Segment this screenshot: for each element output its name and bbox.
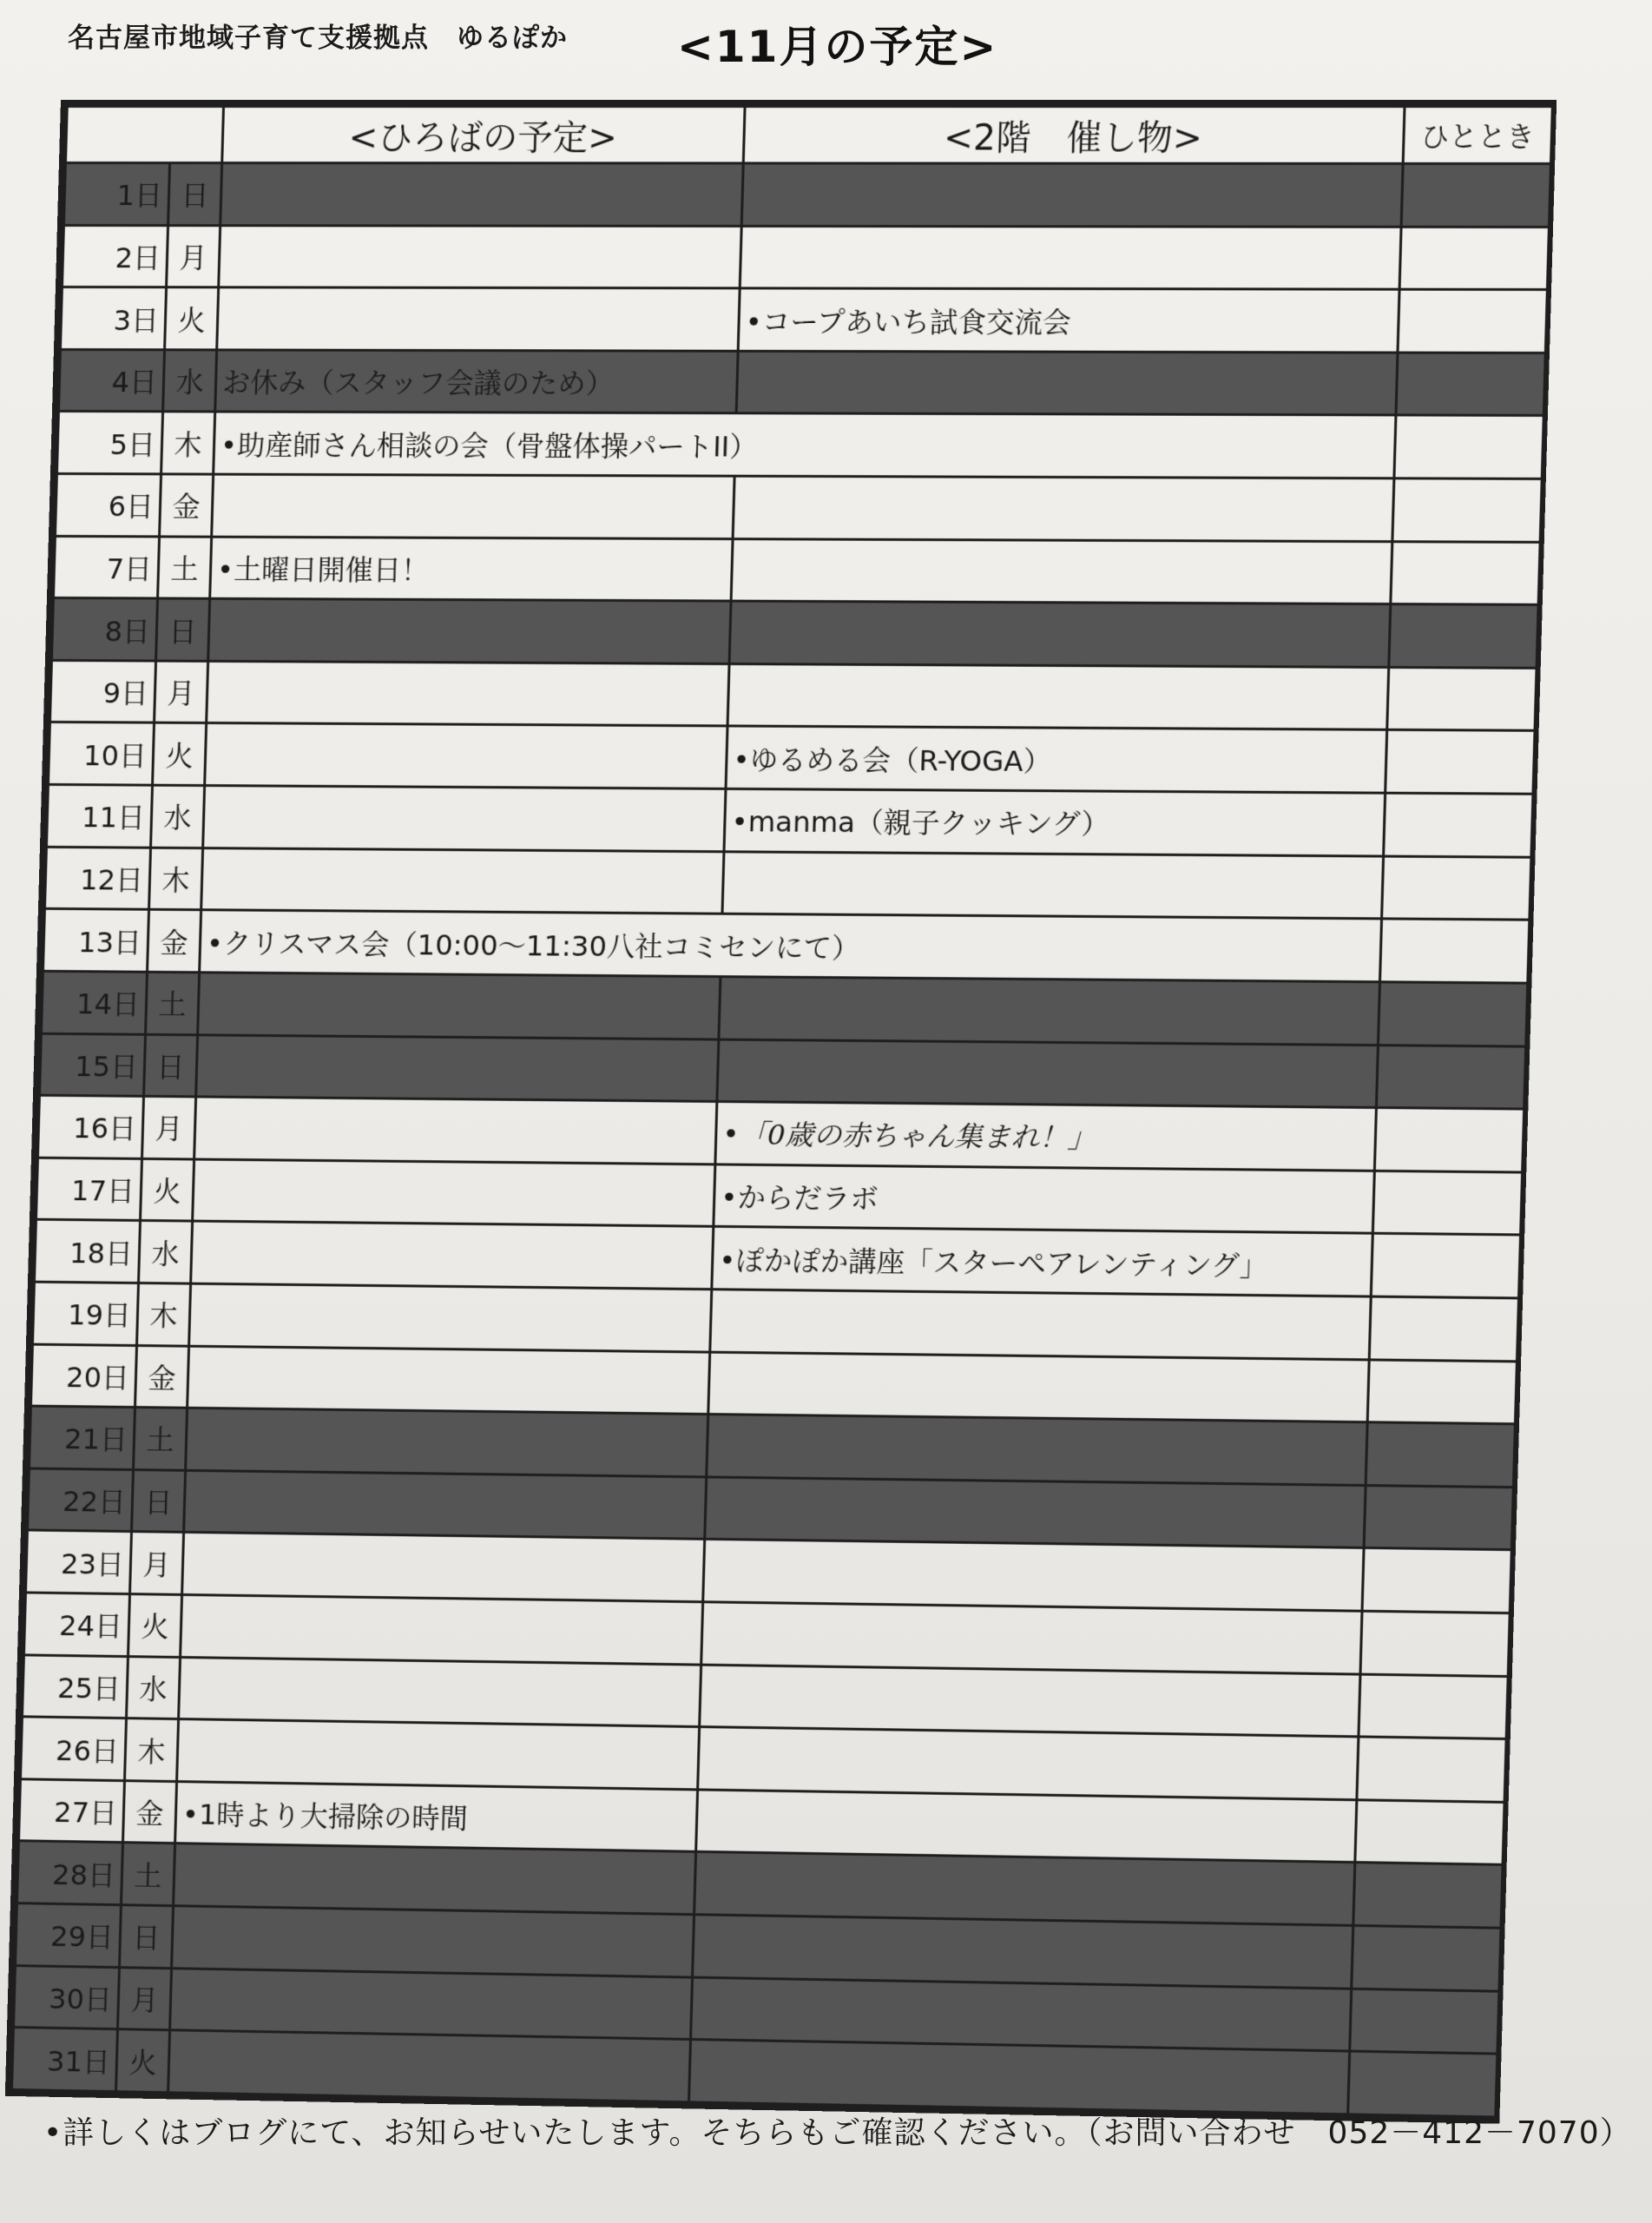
hitotoki-cell [1374,1108,1524,1172]
day-of-week: 水 [126,1656,180,1719]
hiroba-event [220,163,744,226]
hiroba-event [186,1408,708,1476]
table-row [63,163,1550,228]
hiroba-event: •土曜日開催日！ [210,537,733,601]
floor2-event [688,2040,1349,2114]
floor2-event [700,1665,1360,1737]
hitotoki-cell [1380,919,1530,983]
day-of-week: 火 [128,1594,182,1657]
day-of-week: 金 [135,1345,189,1408]
day-number: 23日 [25,1530,131,1593]
footer-note: •詳しくはブログにて、お知らせいたします。そちらもご確認ください。（お問い合わせ 052－412－7070） [43,2115,1632,2151]
floor2-event [710,1290,1371,1360]
day-number: 10日 [48,722,154,785]
day-number: 28日 [17,1841,123,1905]
day-number: 20日 [30,1344,136,1408]
floor2-event: •からだラボ [714,1164,1375,1234]
table-row [49,660,1537,730]
day-number: 15日 [39,1033,145,1097]
hiroba-event [219,225,742,288]
day-number: 1日 [63,163,169,226]
day-number: 7日 [53,536,159,598]
hitotoki-cell [1382,856,1531,920]
hitotoki-cell [1387,667,1537,730]
day-of-week: 日 [156,598,210,661]
day-of-week: 水 [139,1221,193,1283]
floor2-event [740,226,1401,289]
hiroba-event [184,1470,707,1540]
table-row [55,474,1542,543]
day-number: 18日 [34,1220,140,1283]
day-of-week: 木 [161,412,215,474]
day-of-week: 月 [117,1967,171,2030]
floor2-event [691,1977,1352,2052]
day-number: 4日 [58,349,164,412]
hitotoki-cell [1352,1925,1501,1990]
hiroba-event: お休み（スタッフ会議のため） [215,350,738,413]
hiroba-event [205,723,727,789]
table-row [44,847,1530,920]
day-of-week: 日 [119,1905,173,1969]
hitotoki-cell [1359,1674,1508,1739]
day-number: 17日 [36,1158,142,1221]
hiroba-event [196,1034,719,1101]
day-of-week: 土 [134,1408,188,1470]
floor2-event [736,351,1398,415]
day-of-week: 水 [151,785,205,848]
header-hitotoki: ひととき [1403,107,1552,164]
day-of-week: 火 [153,723,207,786]
day-of-week: 日 [132,1469,186,1532]
header-hiroba: <ひろばの予定> [222,107,745,163]
hitotoki-cell [1348,2051,1497,2117]
table-row [51,598,1538,668]
day-number: 25日 [22,1655,128,1718]
day-of-week: 金 [122,1780,176,1844]
header-row [65,107,1552,164]
floor2-event [705,1477,1366,1548]
table-row [43,909,1529,983]
day-number: 2日 [62,225,168,287]
day-number: 14日 [41,971,147,1034]
day-number: 29日 [16,1903,122,1968]
hitotoki-cell [1360,1611,1510,1676]
hiroba-event [189,1283,712,1352]
day-number: 9日 [49,660,155,722]
floor2-event: •ゆるめる会（R-YOGA） [726,726,1387,793]
floor2-event: •manma（親子クッキング） [724,788,1385,855]
floor2-event [727,663,1389,729]
hiroba-event [203,786,726,852]
floor2-event [733,476,1394,541]
schedule-table-frame [5,100,1557,2124]
floor2-event [708,1352,1369,1422]
hiroba-event [208,599,731,664]
day-number: 12日 [44,847,150,909]
hiroba-event [170,1968,693,2039]
day-number: 22日 [27,1468,133,1532]
table-row [48,722,1535,794]
day-number: 31日 [12,2028,118,2092]
day-of-week: 金 [160,474,214,537]
day-of-week: 日 [168,163,222,226]
day-of-week: 月 [130,1532,184,1594]
hitotoki-cell [1391,541,1540,604]
floor2-event [701,1602,1362,1674]
hiroba-event [181,1594,703,1664]
hitotoki-cell [1364,1485,1513,1550]
day-number: 19日 [32,1282,138,1345]
day-number: 30日 [14,1965,120,2029]
floor2-event [719,977,1380,1046]
floor2-event [741,163,1403,227]
day-of-week: 土 [121,1843,174,1906]
day-number: 16日 [37,1095,143,1158]
hitotoki-cell [1384,793,1533,857]
hiroba-event [174,1844,696,1915]
hiroba-event: •1時より大掃除の時間 [175,1781,698,1851]
hitotoki-cell [1378,982,1527,1046]
hitotoki-cell [1362,1548,1511,1613]
floor2-event [698,1727,1359,1800]
table-row [58,349,1545,416]
hitotoki-cell [1371,1234,1520,1298]
floor2-event: •ぽかぽか講座「スターペアレンティング」 [712,1227,1373,1296]
header-date-cell [65,107,223,163]
floor2-event [729,601,1391,667]
day-of-week: 木 [149,848,203,910]
hitotoki-cell [1396,353,1545,416]
floor2-event: •「0歳の赤ちゃん集まれ！」 [715,1102,1377,1171]
hitotoki-cell [1394,415,1543,478]
hiroba-event [179,1657,701,1727]
header-kaisai: <2階 催し物> [743,107,1405,164]
day-of-week: 日 [144,1034,198,1097]
page-title: <11月の予定> [677,22,998,72]
hitotoki-cell [1401,163,1550,227]
hiroba-event [188,1346,710,1415]
table-row [56,412,1543,479]
table-row [53,536,1540,605]
hiroba-event [168,2030,691,2102]
hiroba-event [172,1906,694,1977]
day-of-week: 火 [165,287,219,350]
day-of-week: 土 [146,972,200,1034]
schedule-body [12,163,1551,2118]
schedule-table [10,105,1554,2119]
hiroba-event [198,973,721,1039]
table-row [60,287,1547,353]
day-number: 26日 [20,1717,126,1780]
hitotoki-cell [1366,1422,1515,1487]
floor2-event: •コープあいち試食交流会 [738,288,1399,353]
hitotoki-cell [1355,1800,1504,1865]
hitotoki-cell [1389,604,1538,668]
day-number: 21日 [29,1406,135,1469]
day-of-week: 木 [137,1283,191,1345]
spanning-event: •クリスマス会（10:00〜11:30八社コミセンにて） [200,910,1382,982]
day-number: 3日 [60,287,166,350]
day-number: 11日 [46,785,152,848]
organization-name: 名古屋市地域子育て支援拠点 ゆるぽか [68,23,568,54]
hitotoki-cell [1372,1171,1522,1235]
table-row [62,225,1549,290]
hitotoki-cell [1353,1863,1503,1928]
hitotoki-cell [1376,1045,1525,1109]
day-of-week: 水 [163,350,217,412]
hitotoki-cell [1398,289,1547,353]
floor2-event [696,1790,1357,1863]
floor2-event [707,1415,1367,1486]
floor2-event [722,851,1384,919]
hitotoki-cell [1392,478,1542,542]
day-of-week: 月 [167,225,220,287]
hiroba-event [177,1719,700,1790]
floor2-event [694,1852,1355,1926]
hiroba-event [182,1533,705,1602]
day-number: 5日 [56,412,162,474]
hitotoki-cell [1350,1989,1499,2054]
hiroba-event [212,474,734,538]
table-row [46,785,1532,857]
hiroba-event [191,1221,714,1289]
hiroba-event [193,1159,715,1227]
spanning-event: •助産師さん相談の会（骨盤体操パートII） [214,412,1396,478]
hiroba-event [201,848,724,914]
floor2-event [717,1039,1379,1108]
hitotoki-cell [1399,227,1549,290]
hitotoki-cell [1385,730,1535,795]
day-of-week: 木 [124,1718,178,1782]
day-of-week: 火 [141,1158,194,1221]
hitotoki-cell [1367,1359,1517,1424]
hitotoki-cell [1369,1296,1518,1361]
day-number: 13日 [43,909,148,973]
day-number: 8日 [51,598,157,661]
day-of-week: 月 [142,1097,196,1159]
floor2-event [693,1915,1353,1989]
day-number: 27日 [18,1779,124,1843]
hiroba-event [207,661,729,726]
hitotoki-cell [1357,1737,1506,1802]
floor2-event [703,1540,1364,1612]
floor2-event [731,538,1392,604]
day-number: 24日 [23,1593,129,1656]
day-of-week: 土 [158,537,212,599]
day-of-week: 金 [148,910,201,973]
day-of-week: 月 [155,661,208,723]
day-of-week: 火 [115,2029,169,2093]
hiroba-event [217,287,740,351]
hiroba-event [194,1097,717,1164]
day-number: 6日 [55,474,161,537]
